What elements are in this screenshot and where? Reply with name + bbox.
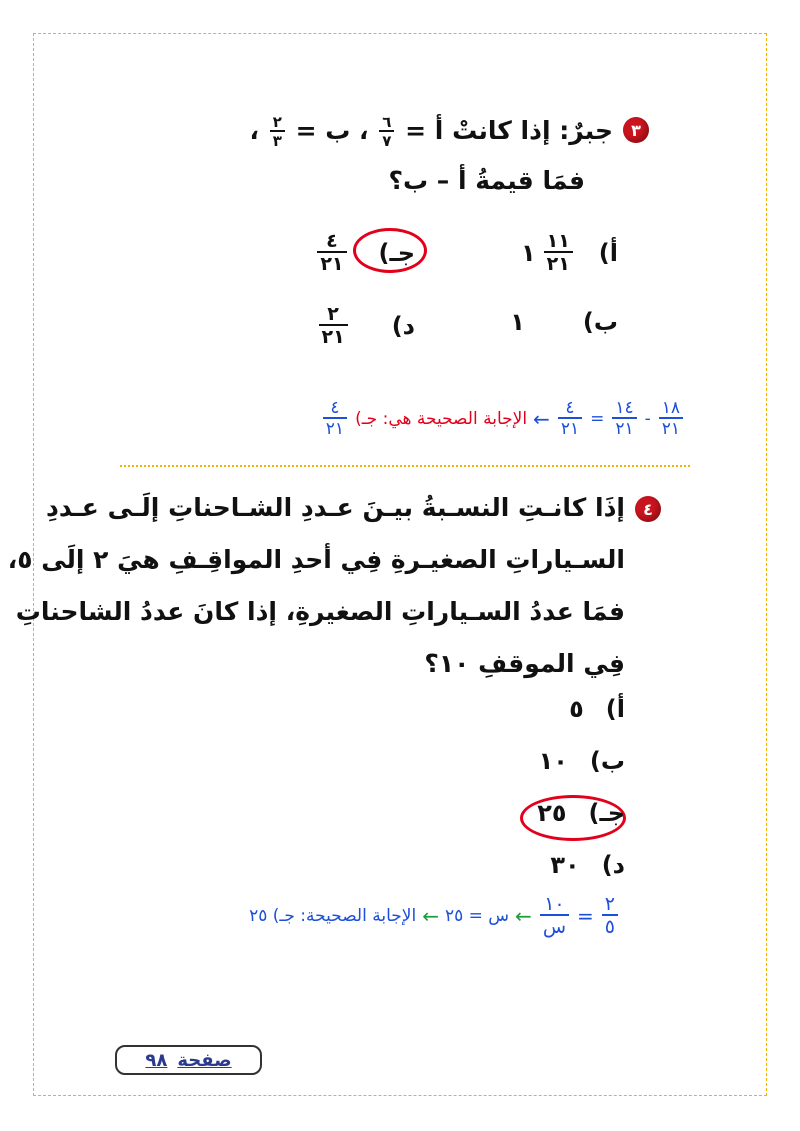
q3-sol-answer-text: الإجابة الصحيحة هي: جـ) <box>355 409 528 429</box>
q4-option-d <box>550 851 625 879</box>
q3-option-b-letter: ب) <box>582 308 618 336</box>
q4-line1-text: إذَا كانـتِ النسـبةُ بيـنَ عـددِ الشـاحناتِ إلَـى عـددِ <box>45 493 625 522</box>
q3-option-a-fraction <box>544 232 573 274</box>
q4-option-b <box>539 747 625 775</box>
q3-line2-text: فمَا قيمةُ أ – ب؟ <box>388 166 585 195</box>
q4-line3-text: فمَا عددُ السـياراتِ الصغيرةِ، إذا كانَ عددُ الشاحناتِ <box>15 597 625 626</box>
q3-fraction-b <box>270 115 285 149</box>
q3-sol-arrow-icon: ← <box>533 407 550 431</box>
q3-sol-fraction-2 <box>612 400 636 438</box>
q4-sol-f2-numerator: ١٠ <box>544 893 565 915</box>
q4-sol-fraction-2 <box>540 895 569 937</box>
q4-sol-equals: = <box>577 904 594 928</box>
q3-option-c-fraction <box>317 232 346 274</box>
q3-sol-f1-numerator: ١٨ <box>661 398 680 418</box>
q4-sol-f1-numerator: ٢ <box>604 893 615 915</box>
q3-sol-fraction-4 <box>323 400 347 438</box>
page-number-value: ٩٨ <box>145 1049 168 1071</box>
q3-option-d-denominator: ٢١ <box>319 324 348 347</box>
q3-solution-line <box>321 400 685 438</box>
q3-option-b <box>510 308 618 336</box>
q3-option-d-numerator: ٢ <box>327 303 339 325</box>
q3-b-denominator: ٣ <box>270 130 285 149</box>
q3-sol-f2-numerator: ١٤ <box>615 398 634 418</box>
q4-sol-f2-denominator: س <box>540 914 569 937</box>
question-4-line-4 <box>424 645 625 683</box>
q3-sol-f3-numerator: ٤ <box>565 398 575 418</box>
q3-option-d-fraction <box>319 305 348 347</box>
q4-option-b-value: ١٠ <box>538 747 568 775</box>
question-4-line-2 <box>8 541 625 579</box>
q3-sol-fraction-1 <box>659 400 683 438</box>
q3-option-c-denominator: ٢١ <box>317 251 346 274</box>
question-4-line-3 <box>16 593 625 631</box>
q4-line4-text: فِي الموقفِ ١٠؟ <box>424 649 625 678</box>
q3-fraction-a <box>379 115 394 149</box>
q3-option-c-letter: جـ) <box>378 239 415 267</box>
q4-solution-line <box>249 895 620 937</box>
q3-a-numerator: ٦ <box>382 113 392 131</box>
q4-option-b-letter: ب) <box>589 747 625 775</box>
page-number-box <box>115 1045 262 1075</box>
q3-sol-minus: - <box>644 409 651 429</box>
question-3-line-2 <box>388 162 585 200</box>
question-3-line-1 <box>249 112 613 150</box>
q4-sol-fraction-1 <box>602 895 618 937</box>
q4-sol-f1-denominator: ٥ <box>602 914 618 937</box>
q3-line1-prefix: جبرٌ: إذا كانتْ أ = <box>405 116 613 145</box>
question-4-line-1 <box>46 489 625 527</box>
q3-sol-f3-denominator: ٢١ <box>558 417 582 438</box>
q3-option-a-numerator: ١١ <box>546 230 570 252</box>
q3-option-b-value: ١ <box>510 308 525 336</box>
q3-sol-f2-denominator: ٢١ <box>612 417 636 438</box>
q3-option-a-whole: ١ <box>520 239 536 267</box>
q4-option-a-value: ٥ <box>569 695 584 723</box>
q3-option-d <box>317 305 416 347</box>
q3-option-c <box>315 232 415 274</box>
question-4-number-badge <box>635 496 661 522</box>
q3-a-denominator: ٧ <box>379 130 394 149</box>
q4-option-a <box>569 695 625 723</box>
q3-line1-mid: ، ب = <box>295 116 369 145</box>
q3-option-c-numerator: ٤ <box>326 230 338 252</box>
q4-sol-equation-2: س = ٢٥ <box>444 906 510 926</box>
q3-sol-f4-denominator: ٢١ <box>323 417 347 438</box>
q3-line1-end: ، <box>249 116 259 145</box>
q3-option-a <box>521 232 618 274</box>
q3-b-numerator: ٢ <box>272 113 282 131</box>
q4-sol-answer-text: الإجابة الصحيحة: جـ) ٢٥ <box>249 906 417 926</box>
q4-option-a-letter: أ) <box>605 695 625 723</box>
q3-sol-fraction-3 <box>558 400 582 438</box>
q3-option-a-letter: أ) <box>598 239 618 267</box>
q4-option-d-letter: د) <box>601 851 625 879</box>
question-3-number-badge <box>623 117 649 143</box>
q4-option-c-letter: جـ) <box>588 799 625 827</box>
q4-option-c-value: ٢٥ <box>537 799 567 827</box>
q4-sol-arrow-icon-2: ← <box>422 904 439 928</box>
q4-option-d-value: ٣٠ <box>550 851 580 879</box>
q3-sol-f1-denominator: ٢١ <box>659 417 683 438</box>
q3-sol-equals: = <box>590 409 605 429</box>
section-divider <box>120 465 690 467</box>
question-3-number: ٣ <box>631 120 641 140</box>
q3-option-a-denominator: ٢١ <box>544 251 573 274</box>
q3-sol-f4-numerator: ٤ <box>330 398 340 418</box>
q3-option-d-letter: د) <box>391 312 415 340</box>
q4-option-c <box>537 799 625 827</box>
question-4-number: ٤ <box>643 499 653 519</box>
q4-line2-text: السـياراتِ الصغيـرةِ فِي أحدِ المواقِـفِ هيَ ٢ إلَى ٥، <box>7 545 625 574</box>
page-number-label: صفحة <box>177 1049 232 1071</box>
q4-sol-arrow-icon-1: ← <box>515 904 532 928</box>
